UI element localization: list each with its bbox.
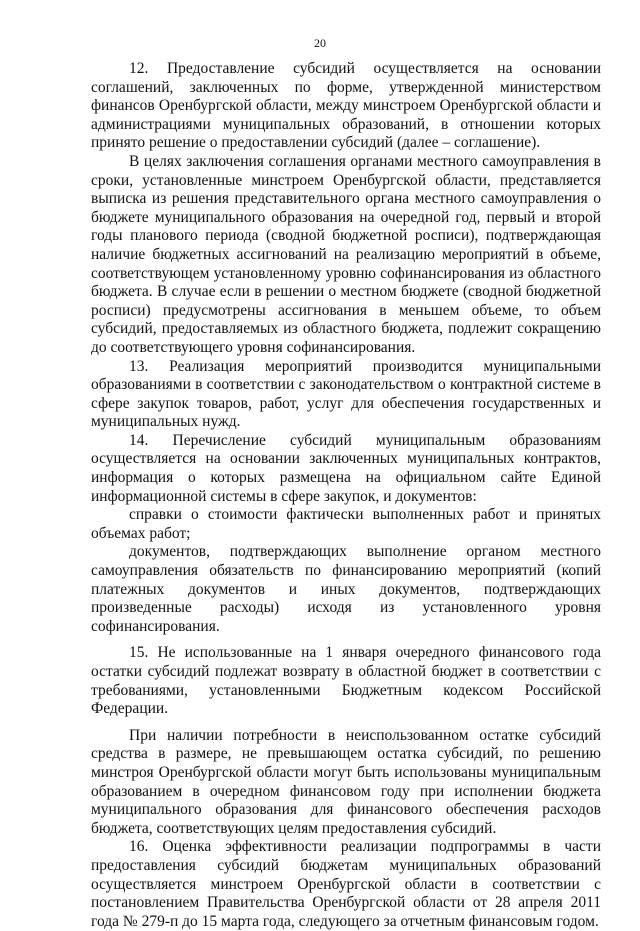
paragraph-works-certificate: справки о стоимости фактически выполненных работ и принятых объемах работ; <box>91 506 601 542</box>
paragraph-14: 14. Перечисление субсидий муниципальным образованиям осуществляется на основании заключенных муниципальных контрактов, информация о которых размещена на официальном сайте Единой информационной системы в сфере закупок, и документов: <box>91 431 601 505</box>
paragraph-unused-balance: При наличии потребности в неиспользованном остатке субсидий средства в размере, не превышающем остатка субсидий, по решению минстроя Оренбургской области могут быть использованы муниципальным образованием в очередном финансовом году при исполнении бюджета муниципального образования для финансового обеспечения расходов бюджета, соответствующих целям предоставления субсидий. <box>91 726 601 837</box>
document-body <box>91 60 601 931</box>
paragraph-agreement-conditions: В целях заключения соглашения органами местного самоуправления в сроки, установленные минстроем Оренбургской области, представляется выписка из решения представительного органа местного самоуправления о бюджете муниципального образования на очередной год, первый и второй годы планового периода (сводной бюджетной росписи), подтверждающая наличие бюджетных ассигнований на реализацию мероприятий в объеме, соответствующем установленному уровню софинансирования из областного бюджета. В случае если в решении о местном бюджете (сводной бюджетной росписи) предусмотрены ассигнования в меньшем объеме, то объем субсидий, предоставляемых из областного бюджета, подлежит сокращению до соответствующего уровня софинансирования. <box>91 152 601 356</box>
paragraph-16: 16. Оценка эффективности реализации подпрограммы в части предоставления субсидий бюджетам муниципальных образований осуществляется минстроем Оренбургской области в соответствии с постановлением Правительства Оренбургской области от 28 апреля 2011 года № 279-п до 15 марта года, следующего за отчетным финансовым годом. <box>91 838 601 930</box>
paragraph-supporting-documents: документов, подтверждающих выполнение органом местного самоуправления обязательств по финансированию мероприятий (копий платежных документов и иных документов, подтверждающих произведенные расходы) исходя из установленного уровня софинансирования. <box>91 543 601 635</box>
page-number: 20 <box>314 36 326 50</box>
paragraph-12: 12. Предоставление субсидий осуществляется на основании соглашений, заключенных по форме, утвержденной министерством финансов Оренбургской области, между минстроем Оренбургской области и администрациями муниципальных образований, в отношении которых принято решение о предоставлении субсидий (далее – соглашение). <box>91 60 601 152</box>
paragraph-15: 15. Не использованные на 1 января очередного финансового года остатки субсидий подлежат возврату в областной бюджет в соответствии с требованиями, установленными Бюджетным кодексом Российской Федерации. <box>91 644 601 718</box>
paragraph-13: 13. Реализация мероприятий производится муниципальными образованиями в соответствии с законодательством о контрактной системе в сфере закупок товаров, работ, услуг для обеспечения государственных и муниципальных нужд. <box>91 357 601 431</box>
